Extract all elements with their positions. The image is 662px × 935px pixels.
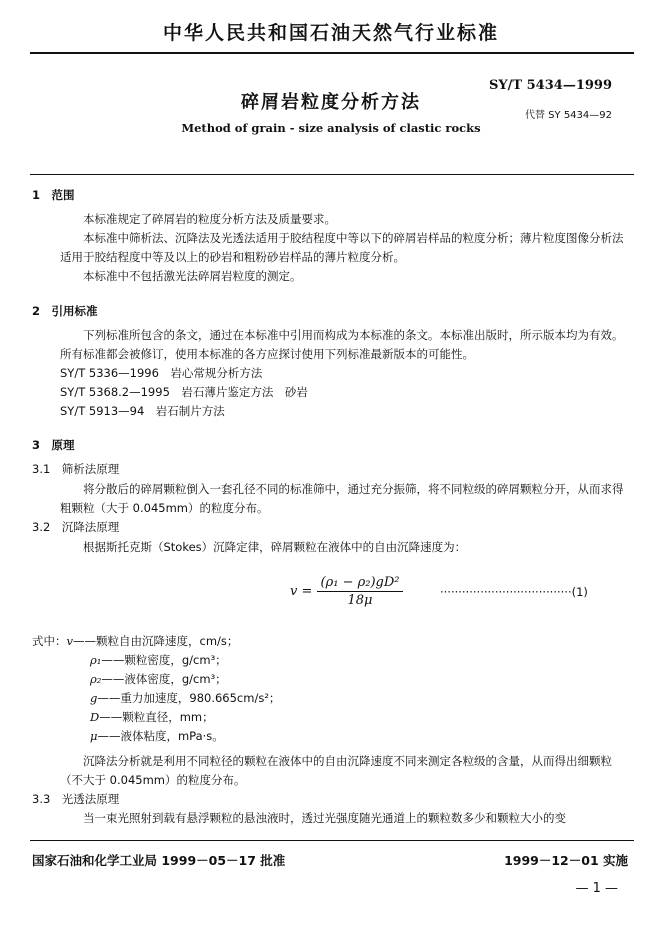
subsection-3-3-heading bbox=[32, 790, 604, 809]
header-rule bbox=[30, 52, 634, 54]
paragraph: 本标准中筛析法、沉降法及光透法适用于胶结程度中等以下的碎屑岩样品的粒度分析；薄片粒度图像分析法适用于胶结程度中等及以上的砂岩和粗粉砂岩样品的薄片粒度分析。 bbox=[60, 231, 624, 264]
standard-number: SY/T 5434—1999 bbox=[489, 78, 612, 93]
paragraph: 当一束光照射到载有悬浮颗粒的悬浊液时，透过光强度随光通道上的颗粒数多少和颗粒大小的变 bbox=[83, 811, 566, 825]
subsection-3-2-heading bbox=[32, 518, 604, 537]
legend-symbol: ρ₂ bbox=[90, 672, 102, 686]
subsection-heading: 3.2 沉降法原理 bbox=[32, 520, 120, 534]
formula-denominator: 18μ bbox=[347, 593, 373, 608]
section-3-heading bbox=[32, 436, 604, 455]
section-heading: 2 引用标准 bbox=[32, 304, 98, 318]
approval-note: 国家石油和化学工业局 1999－05－17 批准 bbox=[32, 853, 286, 868]
section-2-body bbox=[60, 326, 632, 421]
section-2-heading bbox=[32, 302, 604, 321]
legend-desc: ——颗粒自由沉降速度，cm/s； bbox=[73, 634, 239, 648]
header-organization: 中华人民共和国石油天然气行业标准 bbox=[162, 22, 499, 44]
paragraph: 下列标准所包含的条文，通过在本标准中引用而构成为本标准的条文。本标准出版时，所示版本均为有效。所有标准都会被修订，使用本标准的各方应探讨使用下列标准最新版本的可能性。 bbox=[60, 328, 624, 361]
formula-legend bbox=[32, 632, 280, 746]
legend-row bbox=[32, 708, 280, 727]
section-heading: 3 原理 bbox=[32, 438, 75, 452]
subsection-3-2-body bbox=[60, 538, 632, 557]
subsection-3-1-heading bbox=[32, 460, 604, 479]
subsection-heading: 3.3 光透法原理 bbox=[32, 792, 120, 806]
section-heading: 1 范围 bbox=[32, 188, 75, 202]
legend-row bbox=[32, 689, 280, 708]
section-1-body bbox=[60, 210, 632, 286]
title-divider bbox=[30, 174, 634, 175]
formula-lhs: v = bbox=[290, 584, 313, 599]
replaces-standard: 代替 SY 5434—92 bbox=[525, 110, 612, 121]
legend-row bbox=[32, 651, 280, 670]
legend-symbol: g bbox=[90, 691, 98, 705]
dot-leader: ···································· bbox=[440, 585, 572, 599]
paragraph: 根据斯托克斯（Stokes）沉降定律，碎屑颗粒在液体中的自由沉降速度为： bbox=[83, 540, 467, 554]
formula-number bbox=[440, 585, 588, 599]
legend-row bbox=[32, 632, 280, 651]
formula-fraction bbox=[317, 575, 404, 608]
paragraph: 沉降法分析就是利用不同粒径的颗粒在液体中的自由沉降速度不同来测定各粒级的含量，从而得出细颗粒（不大于 0.045mm）的粒度分布。 bbox=[60, 754, 612, 787]
legend-desc: ——液体密度，g/cm³； bbox=[101, 672, 227, 686]
legend-symbol: ρ₁ bbox=[90, 653, 102, 667]
effective-date: 1999－12－01 实施 bbox=[504, 853, 628, 868]
legend-symbol: v bbox=[66, 634, 73, 648]
footer-rule bbox=[30, 840, 634, 841]
page-number: — 1 — bbox=[575, 881, 618, 896]
legend-symbol: μ bbox=[90, 729, 98, 743]
legend-symbol: D bbox=[90, 710, 100, 724]
legend-row bbox=[32, 727, 280, 746]
formula-stokes bbox=[290, 575, 403, 608]
page-title: 碎屑岩粒度分析方法 bbox=[241, 92, 421, 113]
reference-item: SY/T 5336—1996 岩心常规分析方法 bbox=[60, 366, 263, 380]
paragraph: 本标准中不包括激光法碎屑岩粒度的测定。 bbox=[83, 269, 302, 283]
legend-row bbox=[32, 670, 280, 689]
subsection-3-3-body bbox=[60, 809, 632, 828]
legend-desc: ——颗粒密度，g/cm³； bbox=[101, 653, 227, 667]
paragraph: 本标准规定了碎屑岩的粒度分析方法及质量要求。 bbox=[83, 212, 336, 226]
legend-desc: ——液体粘度，mPa·s。 bbox=[97, 729, 224, 743]
subsection-3-1-body bbox=[60, 480, 632, 518]
paragraph: 将分散后的碎屑颗粒倒入一套孔径不同的标准筛中，通过充分振筛，将不同粒级的碎屑颗粒分开，从而求得粗颗粒（大于 0.045mm）的粒度分布。 bbox=[60, 482, 624, 515]
page-title-english: Method of grain - size analysis of clastic rocks bbox=[181, 121, 481, 135]
subsection-heading: 3.1 筛析法原理 bbox=[32, 462, 120, 476]
reference-item: SY/T 5368.2—1995 岩石薄片鉴定方法 砂岩 bbox=[60, 385, 308, 399]
formula-numerator: (ρ₁ − ρ₂)gD² bbox=[317, 575, 404, 592]
equation-number: (1) bbox=[571, 585, 588, 599]
legend-desc: ——重力加速度，980.665cm/s²； bbox=[97, 691, 281, 705]
subsection-3-2-body-2 bbox=[60, 752, 632, 790]
legend-intro: 式中： bbox=[32, 634, 67, 648]
legend-desc: ——颗粒直径，mm； bbox=[99, 710, 214, 724]
section-1-heading bbox=[32, 186, 604, 205]
reference-item: SY/T 5913—94 岩石制片方法 bbox=[60, 404, 225, 418]
